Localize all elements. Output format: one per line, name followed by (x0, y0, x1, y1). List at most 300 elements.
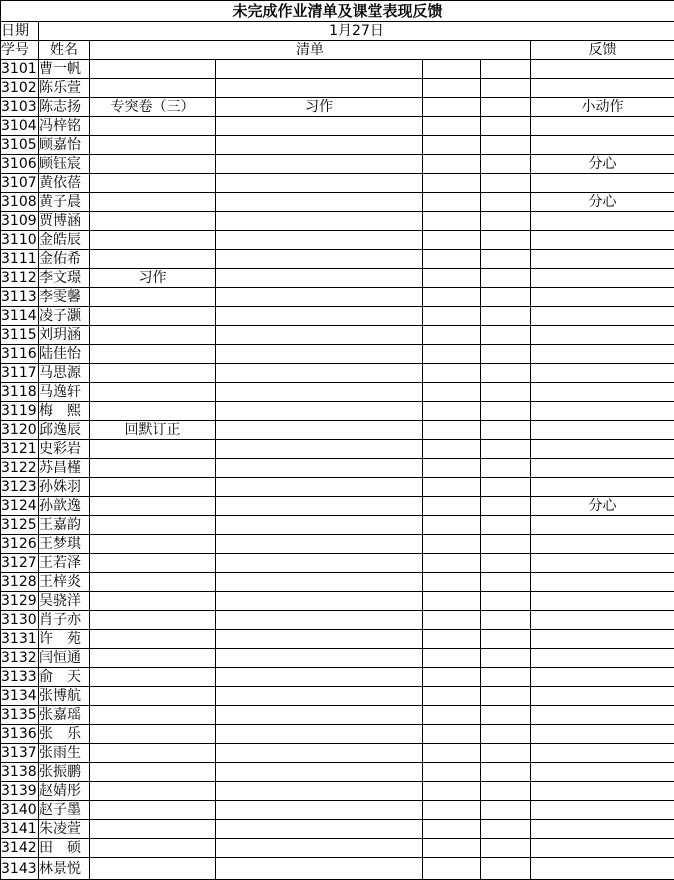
student-name-cell[interactable]: 吴骁洋 (39, 592, 90, 611)
list-cell-4[interactable] (481, 478, 531, 497)
list-cell-1[interactable] (90, 212, 216, 231)
list-cell-2[interactable] (216, 231, 423, 250)
feedback-cell[interactable]: 分心 (531, 155, 674, 174)
list-cell-1[interactable] (90, 402, 216, 421)
list-cell-1[interactable] (90, 326, 216, 345)
feedback-cell[interactable] (531, 801, 674, 820)
student-id-cell[interactable]: 3124 (1, 498, 37, 514)
list-cell-3[interactable] (423, 421, 481, 440)
list-cell-3[interactable] (423, 611, 481, 630)
feedback-cell[interactable] (531, 212, 674, 231)
student-id-cell[interactable]: 3115 (1, 327, 37, 343)
list-cell-3[interactable] (423, 497, 481, 516)
list-cell-1[interactable] (90, 820, 216, 839)
list-cell-2[interactable] (216, 554, 423, 573)
feedback-cell[interactable] (531, 136, 674, 155)
student-name-cell[interactable]: 朱凌萱 (39, 820, 90, 839)
student-id-cell[interactable]: 3107 (1, 175, 37, 191)
list-cell-2[interactable]: 习作 (216, 98, 423, 117)
list-cell-3[interactable] (423, 630, 481, 649)
student-name-cell[interactable]: 林景悦 (39, 858, 90, 880)
list-cell-4[interactable] (481, 269, 531, 288)
list-cell-2[interactable] (216, 687, 423, 706)
list-cell-3[interactable] (423, 592, 481, 611)
list-cell-4[interactable] (481, 497, 531, 516)
student-id-cell[interactable]: 3131 (1, 631, 37, 647)
list-cell-2[interactable] (216, 763, 423, 782)
feedback-cell[interactable] (531, 174, 674, 193)
list-cell-2[interactable] (216, 402, 423, 421)
list-cell-2[interactable] (216, 60, 423, 79)
list-cell-2[interactable] (216, 839, 423, 858)
list-cell-4[interactable] (481, 820, 531, 839)
feedback-cell[interactable] (531, 117, 674, 136)
student-name-cell[interactable]: 李雯馨 (39, 288, 90, 307)
feedback-cell[interactable] (531, 421, 674, 440)
student-id-cell[interactable]: 3112 (1, 270, 37, 286)
list-cell-3[interactable] (423, 668, 481, 687)
feedback-cell[interactable] (531, 687, 674, 706)
student-name-cell[interactable]: 冯梓铭 (39, 117, 90, 136)
feedback-cell[interactable] (531, 440, 674, 459)
list-cell-4[interactable] (481, 554, 531, 573)
list-cell-4[interactable] (481, 459, 531, 478)
feedback-cell[interactable]: 分心 (531, 193, 674, 212)
list-cell-1[interactable] (90, 136, 216, 155)
list-cell-2[interactable] (216, 364, 423, 383)
feedback-cell[interactable] (531, 554, 674, 573)
list-cell-1[interactable] (90, 782, 216, 801)
list-cell-4[interactable] (481, 212, 531, 231)
list-cell-4[interactable] (481, 79, 531, 98)
list-cell-1[interactable] (90, 763, 216, 782)
list-cell-1[interactable] (90, 497, 216, 516)
student-name-cell[interactable]: 顾钰宸 (39, 155, 90, 174)
student-name-cell[interactable]: 顾嘉怡 (39, 136, 90, 155)
feedback-cell[interactable] (531, 478, 674, 497)
list-cell-1[interactable] (90, 668, 216, 687)
list-cell-1[interactable] (90, 364, 216, 383)
student-name-cell[interactable]: 邱逸辰 (39, 421, 90, 440)
feedback-cell[interactable] (531, 364, 674, 383)
list-cell-1[interactable] (90, 801, 216, 820)
date-value[interactable]: 1月27日 (39, 22, 674, 41)
list-cell-3[interactable] (423, 212, 481, 231)
student-id-cell[interactable]: 3110 (1, 232, 37, 248)
list-cell-3[interactable] (423, 288, 481, 307)
feedback-cell[interactable] (531, 744, 674, 763)
student-name-cell[interactable]: 史彩岩 (39, 440, 90, 459)
list-cell-3[interactable] (423, 383, 481, 402)
list-cell-1[interactable] (90, 687, 216, 706)
student-id-cell[interactable]: 3128 (1, 574, 37, 590)
list-cell-4[interactable] (481, 231, 531, 250)
list-cell-2[interactable] (216, 535, 423, 554)
list-cell-3[interactable] (423, 858, 481, 880)
student-name-cell[interactable]: 肖子亦 (39, 611, 90, 630)
list-cell-1[interactable] (90, 193, 216, 212)
list-cell-1[interactable] (90, 117, 216, 136)
list-cell-3[interactable] (423, 250, 481, 269)
list-cell-2[interactable] (216, 573, 423, 592)
student-name-cell[interactable]: 俞 天 (39, 668, 90, 687)
list-cell-2[interactable] (216, 782, 423, 801)
student-id-cell[interactable]: 3105 (1, 137, 37, 153)
student-name-cell[interactable]: 张振鹏 (39, 763, 90, 782)
list-cell-3[interactable] (423, 440, 481, 459)
list-cell-4[interactable] (481, 763, 531, 782)
list-cell-3[interactable] (423, 554, 481, 573)
student-name-cell[interactable]: 刘玥涵 (39, 326, 90, 345)
student-id-cell[interactable]: 3141 (1, 821, 37, 837)
list-cell-2[interactable] (216, 155, 423, 174)
date-label[interactable]: 日期 (1, 22, 39, 41)
list-cell-3[interactable] (423, 478, 481, 497)
list-cell-2[interactable] (216, 326, 423, 345)
list-cell-1[interactable] (90, 858, 216, 880)
student-id-cell[interactable]: 3142 (1, 840, 37, 856)
list-cell-3[interactable] (423, 649, 481, 668)
student-id-cell[interactable]: 3109 (1, 213, 37, 229)
feedback-cell[interactable] (531, 573, 674, 592)
list-cell-1[interactable] (90, 250, 216, 269)
feedback-cell[interactable]: 小动作 (531, 98, 674, 117)
student-id-cell[interactable]: 3136 (1, 726, 37, 742)
student-id-cell[interactable]: 3108 (1, 194, 37, 210)
student-name-cell[interactable]: 王嘉韵 (39, 516, 90, 535)
student-name-cell[interactable]: 王梦琪 (39, 535, 90, 554)
list-cell-4[interactable] (481, 839, 531, 858)
student-name-cell[interactable]: 闫恒通 (39, 649, 90, 668)
list-cell-2[interactable] (216, 174, 423, 193)
list-cell-3[interactable] (423, 98, 481, 117)
feedback-cell[interactable] (531, 592, 674, 611)
header-student-name[interactable]: 姓名 (39, 41, 90, 60)
list-cell-1[interactable] (90, 706, 216, 725)
list-cell-2[interactable] (216, 383, 423, 402)
list-cell-2[interactable] (216, 706, 423, 725)
list-cell-1[interactable] (90, 383, 216, 402)
list-cell-3[interactable] (423, 79, 481, 98)
list-cell-2[interactable] (216, 193, 423, 212)
list-cell-1[interactable] (90, 611, 216, 630)
student-name-cell[interactable]: 王梓炎 (39, 573, 90, 592)
student-name-cell[interactable]: 张 乐 (39, 725, 90, 744)
list-cell-1[interactable] (90, 288, 216, 307)
list-cell-1[interactable] (90, 345, 216, 364)
student-id-cell[interactable]: 3140 (1, 802, 37, 818)
list-cell-1[interactable]: 回默订正 (90, 421, 216, 440)
list-cell-3[interactable] (423, 801, 481, 820)
list-cell-4[interactable] (481, 345, 531, 364)
feedback-cell[interactable] (531, 60, 674, 79)
list-cell-2[interactable] (216, 592, 423, 611)
list-cell-4[interactable] (481, 782, 531, 801)
student-id-cell[interactable]: 3127 (1, 555, 37, 571)
list-cell-2[interactable] (216, 478, 423, 497)
list-cell-4[interactable] (481, 98, 531, 117)
student-id-cell[interactable]: 3135 (1, 707, 37, 723)
list-cell-4[interactable] (481, 440, 531, 459)
list-cell-4[interactable] (481, 193, 531, 212)
feedback-cell[interactable] (531, 231, 674, 250)
list-cell-3[interactable] (423, 155, 481, 174)
student-name-cell[interactable]: 金皓辰 (39, 231, 90, 250)
list-cell-3[interactable] (423, 573, 481, 592)
list-cell-1[interactable] (90, 307, 216, 326)
student-name-cell[interactable]: 凌子灏 (39, 307, 90, 326)
list-cell-2[interactable] (216, 136, 423, 155)
list-cell-4[interactable] (481, 535, 531, 554)
student-id-cell[interactable]: 3143 (1, 858, 39, 880)
student-name-cell[interactable]: 陆佳怡 (39, 345, 90, 364)
list-cell-2[interactable] (216, 117, 423, 136)
list-cell-4[interactable] (481, 250, 531, 269)
list-cell-1[interactable] (90, 573, 216, 592)
feedback-cell[interactable] (531, 326, 674, 345)
list-cell-2[interactable] (216, 744, 423, 763)
list-cell-3[interactable] (423, 136, 481, 155)
list-cell-2[interactable] (216, 516, 423, 535)
student-name-cell[interactable]: 马逸轩 (39, 383, 90, 402)
feedback-cell[interactable] (531, 250, 674, 269)
student-name-cell[interactable]: 陈志扬 (39, 98, 90, 117)
student-id-cell[interactable]: 3132 (1, 650, 37, 666)
student-id-cell[interactable]: 3139 (1, 783, 37, 799)
student-id-cell[interactable]: 3126 (1, 536, 37, 552)
student-name-cell[interactable]: 李文璟 (39, 269, 90, 288)
feedback-cell[interactable] (531, 269, 674, 288)
list-cell-1[interactable] (90, 649, 216, 668)
student-id-cell[interactable]: 3122 (1, 460, 37, 476)
list-cell-4[interactable] (481, 858, 531, 880)
student-name-cell[interactable]: 苏昌槿 (39, 459, 90, 478)
student-id-cell[interactable]: 3137 (1, 745, 37, 761)
student-name-cell[interactable]: 梅 熙 (39, 402, 90, 421)
list-cell-3[interactable] (423, 706, 481, 725)
student-id-cell[interactable]: 3117 (1, 365, 37, 381)
student-id-cell[interactable]: 3101 (1, 61, 37, 77)
student-id-cell[interactable]: 3106 (1, 156, 37, 172)
feedback-cell[interactable] (531, 839, 674, 858)
list-cell-3[interactable] (423, 117, 481, 136)
list-cell-4[interactable] (481, 592, 531, 611)
list-cell-1[interactable] (90, 592, 216, 611)
feedback-cell[interactable] (531, 288, 674, 307)
student-name-cell[interactable]: 赵子墨 (39, 801, 90, 820)
feedback-cell[interactable] (531, 79, 674, 98)
list-cell-4[interactable] (481, 421, 531, 440)
feedback-cell[interactable] (531, 630, 674, 649)
list-cell-4[interactable] (481, 668, 531, 687)
list-cell-3[interactable] (423, 193, 481, 212)
list-cell-3[interactable] (423, 231, 481, 250)
list-cell-4[interactable] (481, 117, 531, 136)
list-cell-3[interactable] (423, 763, 481, 782)
student-name-cell[interactable]: 孙歆逸 (39, 497, 90, 516)
list-cell-3[interactable] (423, 820, 481, 839)
list-cell-4[interactable] (481, 364, 531, 383)
student-id-cell[interactable]: 3129 (1, 593, 37, 609)
list-cell-3[interactable] (423, 459, 481, 478)
list-cell-3[interactable] (423, 307, 481, 326)
student-name-cell[interactable]: 孙姝羽 (39, 478, 90, 497)
student-name-cell[interactable]: 赵婧彤 (39, 782, 90, 801)
student-id-cell[interactable]: 3111 (1, 251, 37, 267)
list-cell-1[interactable] (90, 744, 216, 763)
feedback-cell[interactable] (531, 706, 674, 725)
list-cell-1[interactable] (90, 839, 216, 858)
list-cell-4[interactable] (481, 649, 531, 668)
list-cell-1[interactable] (90, 440, 216, 459)
student-name-cell[interactable]: 黄子晨 (39, 193, 90, 212)
list-cell-3[interactable] (423, 174, 481, 193)
student-id-cell[interactable]: 3114 (1, 308, 37, 324)
feedback-cell[interactable] (531, 763, 674, 782)
student-id-cell[interactable]: 3130 (1, 612, 37, 628)
student-name-cell[interactable]: 张嘉瑶 (39, 706, 90, 725)
list-cell-2[interactable] (216, 820, 423, 839)
list-cell-2[interactable] (216, 668, 423, 687)
list-cell-4[interactable] (481, 611, 531, 630)
student-name-cell[interactable]: 金佑希 (39, 250, 90, 269)
student-name-cell[interactable]: 陈乐萱 (39, 79, 90, 98)
list-cell-1[interactable]: 专突卷（三） (90, 98, 216, 117)
list-cell-4[interactable] (481, 326, 531, 345)
list-cell-4[interactable] (481, 402, 531, 421)
list-cell-2[interactable] (216, 421, 423, 440)
student-id-cell[interactable]: 3121 (1, 441, 37, 457)
list-cell-3[interactable] (423, 364, 481, 383)
list-cell-3[interactable] (423, 345, 481, 364)
student-id-cell[interactable]: 3116 (1, 346, 37, 362)
list-cell-3[interactable] (423, 269, 481, 288)
student-id-cell[interactable]: 3113 (1, 289, 37, 305)
list-cell-2[interactable] (216, 611, 423, 630)
list-cell-2[interactable] (216, 307, 423, 326)
list-cell-1[interactable] (90, 60, 216, 79)
list-cell-2[interactable] (216, 288, 423, 307)
feedback-cell[interactable] (531, 820, 674, 839)
list-cell-2[interactable] (216, 801, 423, 820)
list-cell-2[interactable] (216, 459, 423, 478)
list-cell-3[interactable] (423, 60, 481, 79)
student-name-cell[interactable]: 曹一帆 (39, 60, 90, 79)
list-cell-3[interactable] (423, 687, 481, 706)
list-cell-2[interactable] (216, 630, 423, 649)
feedback-cell[interactable] (531, 649, 674, 668)
student-id-cell[interactable]: 3103 (1, 99, 37, 115)
list-cell-4[interactable] (481, 687, 531, 706)
list-cell-2[interactable] (216, 250, 423, 269)
list-cell-2[interactable] (216, 649, 423, 668)
list-cell-4[interactable] (481, 706, 531, 725)
student-id-cell[interactable]: 3123 (1, 479, 37, 495)
list-cell-3[interactable] (423, 725, 481, 744)
student-name-cell[interactable]: 田 硕 (39, 839, 90, 858)
student-id-cell[interactable]: 3138 (1, 764, 37, 780)
list-cell-4[interactable] (481, 288, 531, 307)
list-cell-1[interactable] (90, 231, 216, 250)
student-name-cell[interactable]: 黄依蓓 (39, 174, 90, 193)
header-feedback[interactable]: 反馈 (531, 41, 674, 60)
list-cell-4[interactable] (481, 307, 531, 326)
list-cell-1[interactable] (90, 725, 216, 744)
student-id-cell[interactable]: 3120 (1, 422, 37, 438)
list-cell-4[interactable] (481, 573, 531, 592)
student-id-cell[interactable]: 3104 (1, 118, 37, 134)
list-cell-4[interactable] (481, 155, 531, 174)
list-cell-3[interactable] (423, 402, 481, 421)
list-cell-3[interactable] (423, 839, 481, 858)
list-cell-4[interactable] (481, 744, 531, 763)
student-name-cell[interactable]: 王若泽 (39, 554, 90, 573)
header-list[interactable]: 清单 (90, 41, 531, 60)
student-id-cell[interactable]: 3134 (1, 688, 37, 704)
list-cell-2[interactable] (216, 79, 423, 98)
list-cell-4[interactable] (481, 174, 531, 193)
list-cell-1[interactable] (90, 79, 216, 98)
feedback-cell[interactable] (531, 307, 674, 326)
feedback-cell[interactable] (531, 611, 674, 630)
list-cell-3[interactable] (423, 326, 481, 345)
feedback-cell[interactable] (531, 459, 674, 478)
feedback-cell[interactable] (531, 383, 674, 402)
list-cell-1[interactable] (90, 516, 216, 535)
feedback-cell[interactable] (531, 725, 674, 744)
list-cell-2[interactable] (216, 725, 423, 744)
header-student-id[interactable]: 学号 (1, 41, 39, 60)
student-id-cell[interactable]: 3118 (1, 384, 37, 400)
list-cell-4[interactable] (481, 60, 531, 79)
feedback-cell[interactable] (531, 345, 674, 364)
feedback-cell[interactable]: 分心 (531, 497, 674, 516)
list-cell-1[interactable] (90, 630, 216, 649)
feedback-cell[interactable] (531, 535, 674, 554)
list-cell-1[interactable] (90, 554, 216, 573)
list-cell-2[interactable] (216, 858, 423, 880)
student-name-cell[interactable]: 马思源 (39, 364, 90, 383)
list-cell-1[interactable] (90, 459, 216, 478)
list-cell-1[interactable] (90, 535, 216, 554)
list-cell-1[interactable] (90, 174, 216, 193)
list-cell-2[interactable] (216, 212, 423, 231)
list-cell-3[interactable] (423, 782, 481, 801)
list-cell-3[interactable] (423, 516, 481, 535)
list-cell-4[interactable] (481, 801, 531, 820)
feedback-cell[interactable] (531, 402, 674, 421)
student-name-cell[interactable]: 张博航 (39, 687, 90, 706)
student-id-cell[interactable]: 3102 (1, 80, 37, 96)
student-name-cell[interactable]: 张雨生 (39, 744, 90, 763)
list-cell-1[interactable]: 习作 (90, 269, 216, 288)
list-cell-1[interactable] (90, 478, 216, 497)
list-cell-2[interactable] (216, 440, 423, 459)
list-cell-1[interactable] (90, 155, 216, 174)
student-id-cell[interactable]: 3125 (1, 517, 37, 533)
feedback-cell[interactable] (531, 858, 674, 880)
feedback-cell[interactable] (531, 516, 674, 535)
feedback-cell[interactable] (531, 668, 674, 687)
student-id-cell[interactable]: 3133 (1, 669, 37, 685)
list-cell-4[interactable] (481, 725, 531, 744)
student-id-cell[interactable]: 3119 (1, 403, 37, 419)
list-cell-2[interactable] (216, 345, 423, 364)
student-name-cell[interactable]: 许 苑 (39, 630, 90, 649)
feedback-cell[interactable] (531, 782, 674, 801)
list-cell-3[interactable] (423, 535, 481, 554)
list-cell-2[interactable] (216, 269, 423, 288)
